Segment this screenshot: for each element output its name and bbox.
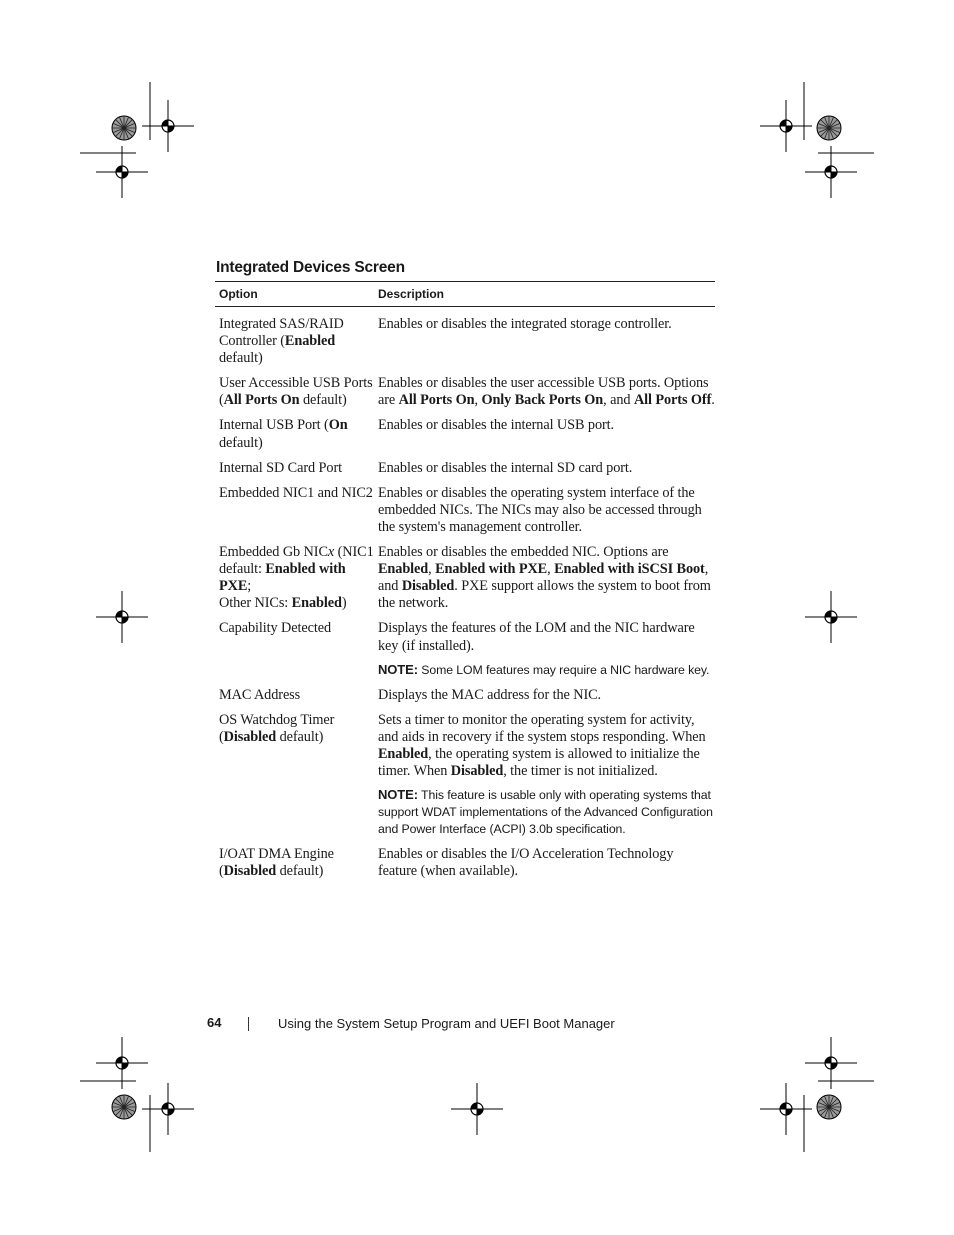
table-header — [215, 281, 715, 307]
description-cell: Enables or disables the I/O Acceleration Technology feature (when available). — [378, 846, 674, 880]
table-row — [215, 846, 715, 880]
description-cell: Sets a timer to monitor the operating system for activity, and aids in recovery if the system stops responding. When Enabled, the operating system is allowed to initialize the timer. When Disabled, the timer is not initialized. NOTE: This feature is usable only with operating systems that support WDAT implementations of the Advanced Configuration and Power Interface (ACPI) 3.0b specification. — [374, 712, 715, 838]
option-cell: Internal USB Port (On default) — [219, 417, 348, 451]
table-row — [215, 375, 715, 409]
description-cell: Displays the features of the LOM and the NIC hardware key (if installed). NOTE: Some LOM features may require a NIC hardware key. — [374, 620, 715, 678]
table-row — [215, 485, 715, 536]
note: NOTE: This feature is usable only with operating systems that support WDAT implementations of the Advanced Configuration and Power Interface (ACPI) 3.0b specification. — [378, 787, 713, 837]
option-cell: I/OAT DMA Engine (Disabled default) — [219, 846, 334, 880]
table-row — [215, 544, 715, 612]
section-title: Integrated Devices Screen — [216, 259, 405, 276]
starburst-mark — [112, 116, 136, 140]
description-cell: Enables or disables the internal SD card port. — [378, 459, 633, 476]
crosshair-mark — [96, 591, 148, 643]
page-number: 64 — [207, 1015, 222, 1030]
description-cell: Enables or disables the integrated storage controller. — [378, 316, 672, 332]
option-cell: Embedded NIC1 and NIC2 — [219, 484, 373, 501]
description-cell: Enables or disables the internal USB port. — [378, 417, 615, 434]
description-cell: Enables or disables the operating system interface of the embedded NICs. The NICs may also be accessed through the system's management controller. — [378, 484, 702, 535]
description-cell: Enables or disables the embedded NIC. Options are Enabled, Enabled with PXE, Enabled with iSCSI Boot, and Disabled. PXE support allows the system to boot from the network. — [378, 544, 711, 612]
crosshair-mark — [96, 146, 148, 198]
footer-divider — [248, 1017, 249, 1031]
description-cell: Displays the MAC address for the NIC. — [378, 686, 602, 703]
note: NOTE: Some LOM features may require a NIC hardware key. — [378, 661, 710, 677]
table-row — [215, 316, 715, 367]
table-row — [215, 460, 715, 477]
starburst-mark — [112, 1095, 136, 1119]
table-body — [215, 316, 715, 880]
option-cell: MAC Address — [219, 686, 301, 703]
option-cell: Embedded Gb NICx (NIC1 default: Enabled with PXE; Other NICs: Enabled) — [219, 544, 374, 612]
table-row — [215, 620, 715, 678]
integrated-devices-table — [215, 281, 715, 888]
column-header-description: Description — [378, 287, 445, 301]
footer-title: Using the System Setup Program and UEFI Boot Manager — [278, 1016, 615, 1031]
table-row — [215, 687, 715, 704]
column-header-option: Option — [219, 287, 258, 301]
crosshair-mark — [805, 591, 857, 643]
table-row — [215, 417, 715, 451]
starburst-mark — [817, 1095, 841, 1119]
option-cell: User Accessible USB Ports (All Ports On default) — [219, 375, 373, 409]
table-row — [215, 712, 715, 838]
crosshair-mark — [451, 1083, 503, 1135]
option-cell: OS Watchdog Timer (Disabled default) — [219, 711, 335, 745]
option-cell: Capability Detected — [219, 620, 332, 637]
option-cell: Integrated SAS/RAID Controller (Enabled default) — [219, 316, 344, 367]
option-cell: Internal SD Card Port — [219, 459, 342, 476]
description-cell: Enables or disables the user accessible USB ports. Options are All Ports On, Only Back Ports On, and All Ports Off. — [378, 375, 715, 409]
starburst-mark — [817, 116, 841, 140]
crosshair-mark — [805, 146, 857, 198]
